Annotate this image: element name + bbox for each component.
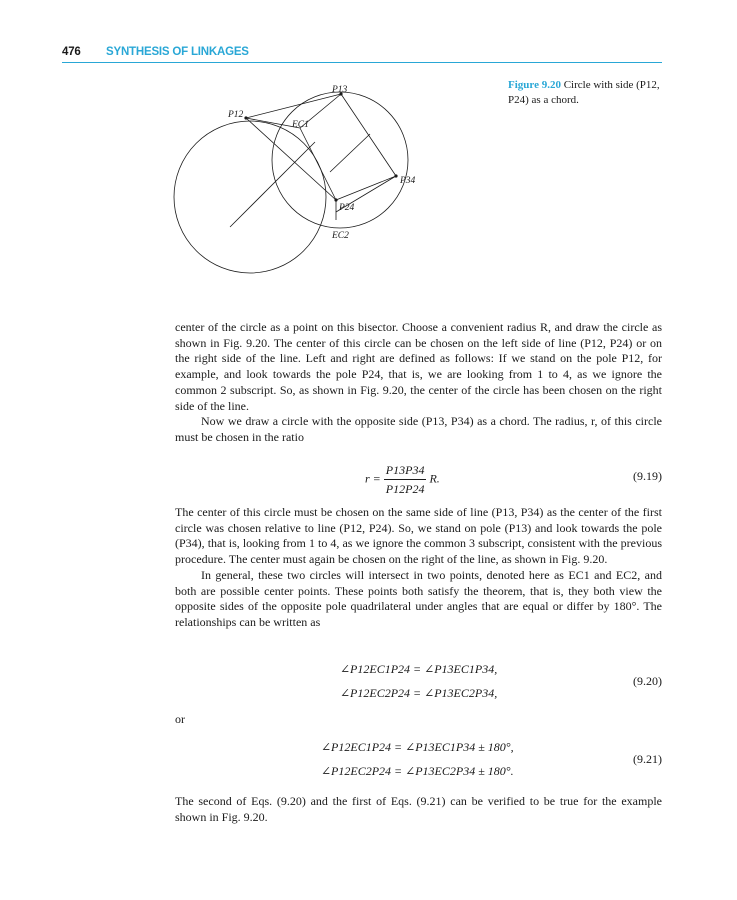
eq-9-21-line-2: ∠P12EC2P24 = ∠P13EC2P34 ± 180°. bbox=[321, 764, 514, 778]
paragraph-5: The second of Eqs. (9.20) and the first of Eqs. (9.21) can be verified to be true for the example shown in Fig. 9.20. bbox=[175, 794, 662, 824]
label-ec2: EC2 bbox=[332, 231, 349, 241]
eq-9-19-lhs: r = bbox=[365, 471, 381, 486]
eq-9-21-line-1: ∠P12EC1P24 = ∠P13EC1P34 ± 180°, bbox=[321, 740, 514, 754]
body-block-2 bbox=[175, 505, 662, 631]
point-p34 bbox=[394, 174, 397, 177]
eq-9-19-numerator: P13P34 bbox=[384, 461, 427, 480]
equation-9-21 bbox=[175, 738, 662, 782]
side-p12-p24 bbox=[246, 118, 336, 200]
or-word: or bbox=[175, 712, 185, 726]
point-p24 bbox=[334, 198, 337, 201]
body-block-1 bbox=[175, 320, 662, 446]
label-p34: P34 bbox=[400, 176, 416, 186]
figure-caption bbox=[508, 78, 668, 108]
eq-9-19-denominator: P12P24 bbox=[385, 482, 425, 496]
bisector-2 bbox=[330, 134, 370, 172]
label-p24: P24 bbox=[339, 203, 355, 213]
chapter-title: SYNTHESIS OF LINKAGES bbox=[106, 46, 249, 58]
circle-r bbox=[174, 121, 326, 273]
label-p12: P12 bbox=[228, 110, 244, 120]
equation-9-19 bbox=[175, 458, 662, 498]
eq-9-20-line-2: ∠P12EC2P24 = ∠P13EC2P34, bbox=[340, 686, 498, 700]
paragraph-2: Now we draw a circle with the opposite side (P13, P34) as a chord. The radius, r, of this circle must be chosen in the ratio bbox=[175, 414, 662, 444]
page-number: 476 bbox=[62, 46, 81, 58]
figure-9-20 bbox=[160, 72, 460, 292]
label-ec1: EC1 bbox=[292, 120, 309, 130]
label-p13: P13 bbox=[332, 85, 348, 95]
paragraph-4: In general, these two circles will intersect in two points, denoted here as EC1 and EC2, and both are possible center points. These points both satisfy the theorem, that is, they both view the opposite sides of the opposite pole quadrilateral under angles that are equal or differ by 180°. The relationships can be written as bbox=[175, 567, 662, 629]
eq-9-21-number: (9.21) bbox=[633, 752, 662, 766]
or-connector bbox=[175, 712, 662, 728]
equation-9-20 bbox=[175, 660, 662, 704]
chord-ec1-p24 bbox=[300, 128, 336, 200]
paragraph-1: center of the circle as a point on this bisector. Choose a convenient radius R, and draw the circle as shown in Fig. 9.20. The center of this circle can be chosen on the left side of line (P12, P24) or on the right side of the line. Left and right are defined as follows: If we stand on the pole P12, for example, and look towards the pole P24, that is, we are looking from 1 to 4, as we ignore the common 2 subscript. So, as shown in Fig. 9.20, the center of the circle has been chosen on the right side of the line. bbox=[175, 320, 662, 413]
eq-9-19-fraction bbox=[384, 461, 427, 498]
eq-9-20-number: (9.20) bbox=[633, 674, 662, 688]
eq-9-19-rhs: R. bbox=[429, 471, 440, 486]
point-p12 bbox=[244, 116, 247, 119]
paragraph-3: The center of this circle must be chosen on the same side of line (P13, P34) as the center of the first circle was chosen relative to line (P12, P24). So, we stand on pole (P13) and look towards the pole (P34), that is, looking from 1 to 4, as we ignore the common 3 subscript, consistent with the previous procedure. The center must again be chosen on the right of the line, as shown in Fig. 9.20. bbox=[175, 505, 662, 567]
caption-label: Figure 9.20 bbox=[508, 79, 561, 91]
eq-9-19-expression bbox=[365, 461, 440, 498]
eq-9-20-line-1: ∠P12EC1P24 = ∠P13EC1P34, bbox=[340, 662, 498, 676]
side-p34-p24 bbox=[336, 176, 396, 200]
body-block-3 bbox=[175, 794, 662, 825]
running-header bbox=[62, 44, 662, 63]
caption-text: Circle with side (P12, P24) as a chord. bbox=[508, 79, 660, 106]
eq-9-19-number: (9.19) bbox=[633, 469, 662, 483]
figure-drawing bbox=[160, 72, 460, 292]
